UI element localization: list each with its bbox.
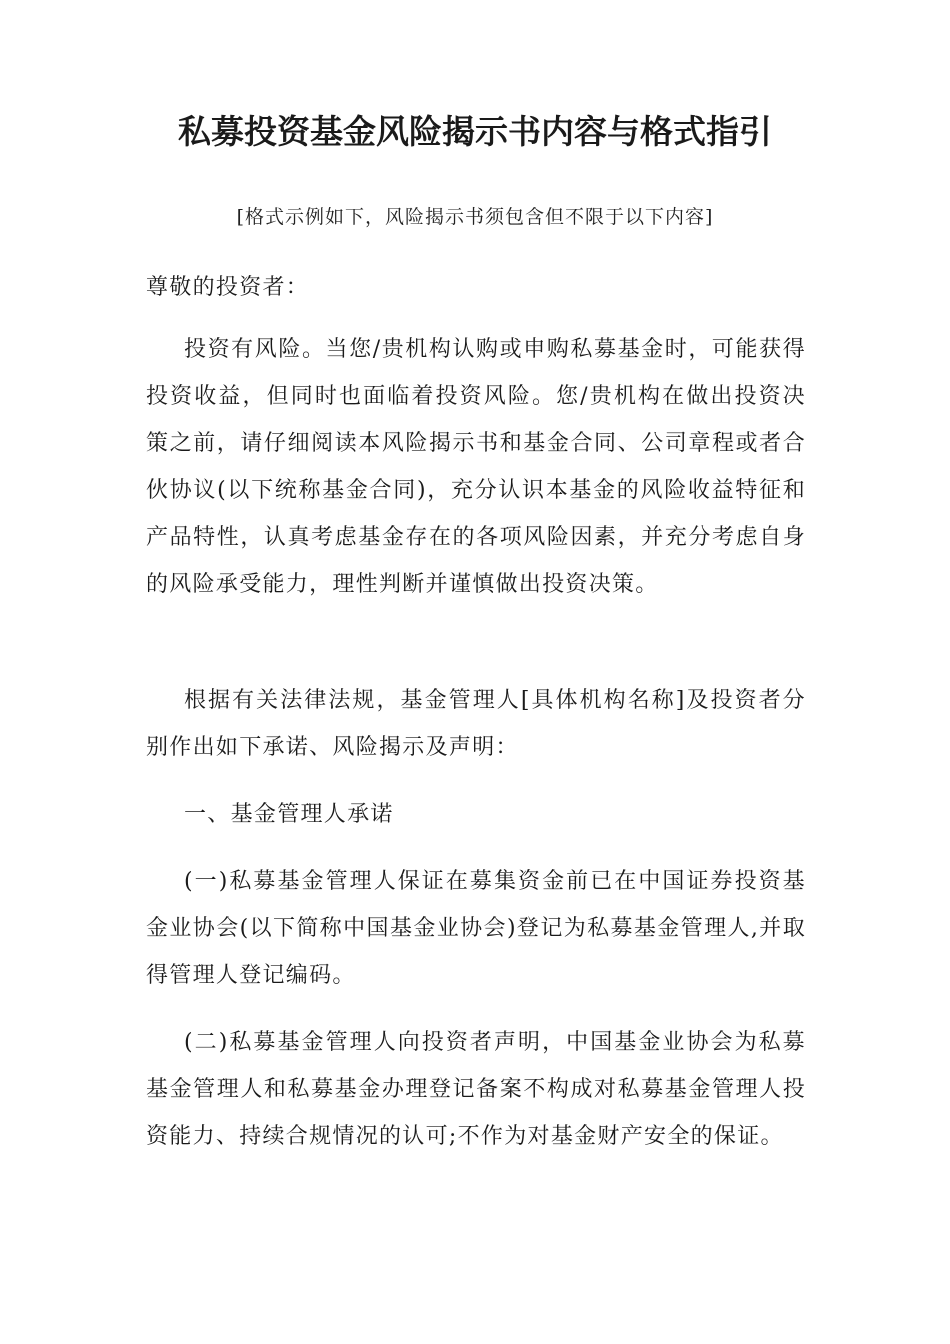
document-title: 私募投资基金风险揭示书内容与格式指引 — [178, 112, 772, 151]
salutation: 尊敬的投资者： — [146, 275, 310, 300]
commitment-item-2: (二)私募基金管理人向投资者声明，中国基金业协会为私募基金管理人和私募基金办理登记备案不构成对私募基金管理人投资能力、持续合规情况的认可;不作为对基金财产安全的保证。 — [146, 1030, 806, 1149]
intro-paragraph: 投资有风险。当您/贵机构认购或申购私募基金时，可能获得投资收益，但同时也面临着投资风险。您/贵机构在做出投资决策之前，请仔细阅读本风险揭示书和基金合同、公司章程或者合伙协议(以下统称基金合同)，充分认识本基金的风险收益特征和产品特性，认真考虑基金存在的各项风险因素，并充分考虑自身的风险承受能力，理性判断并谨慎做出投资决策。 — [146, 337, 806, 597]
commitment-intro-paragraph: 根据有关法律法规，基金管理人[具体机构名称]及投资者分别作出如下承诺、风险揭示及声明： — [146, 688, 806, 760]
commitment-item-1: (一)私募基金管理人保证在募集资金前已在中国证券投资基金业协会(以下简称中国基金业协会)登记为私募基金管理人,并取得管理人登记编码。 — [146, 869, 806, 988]
section-heading: 一、基金管理人承诺 — [184, 802, 394, 827]
format-note: [格式示例如下，风险揭示书须包含但不限于以下内容] — [236, 206, 714, 228]
